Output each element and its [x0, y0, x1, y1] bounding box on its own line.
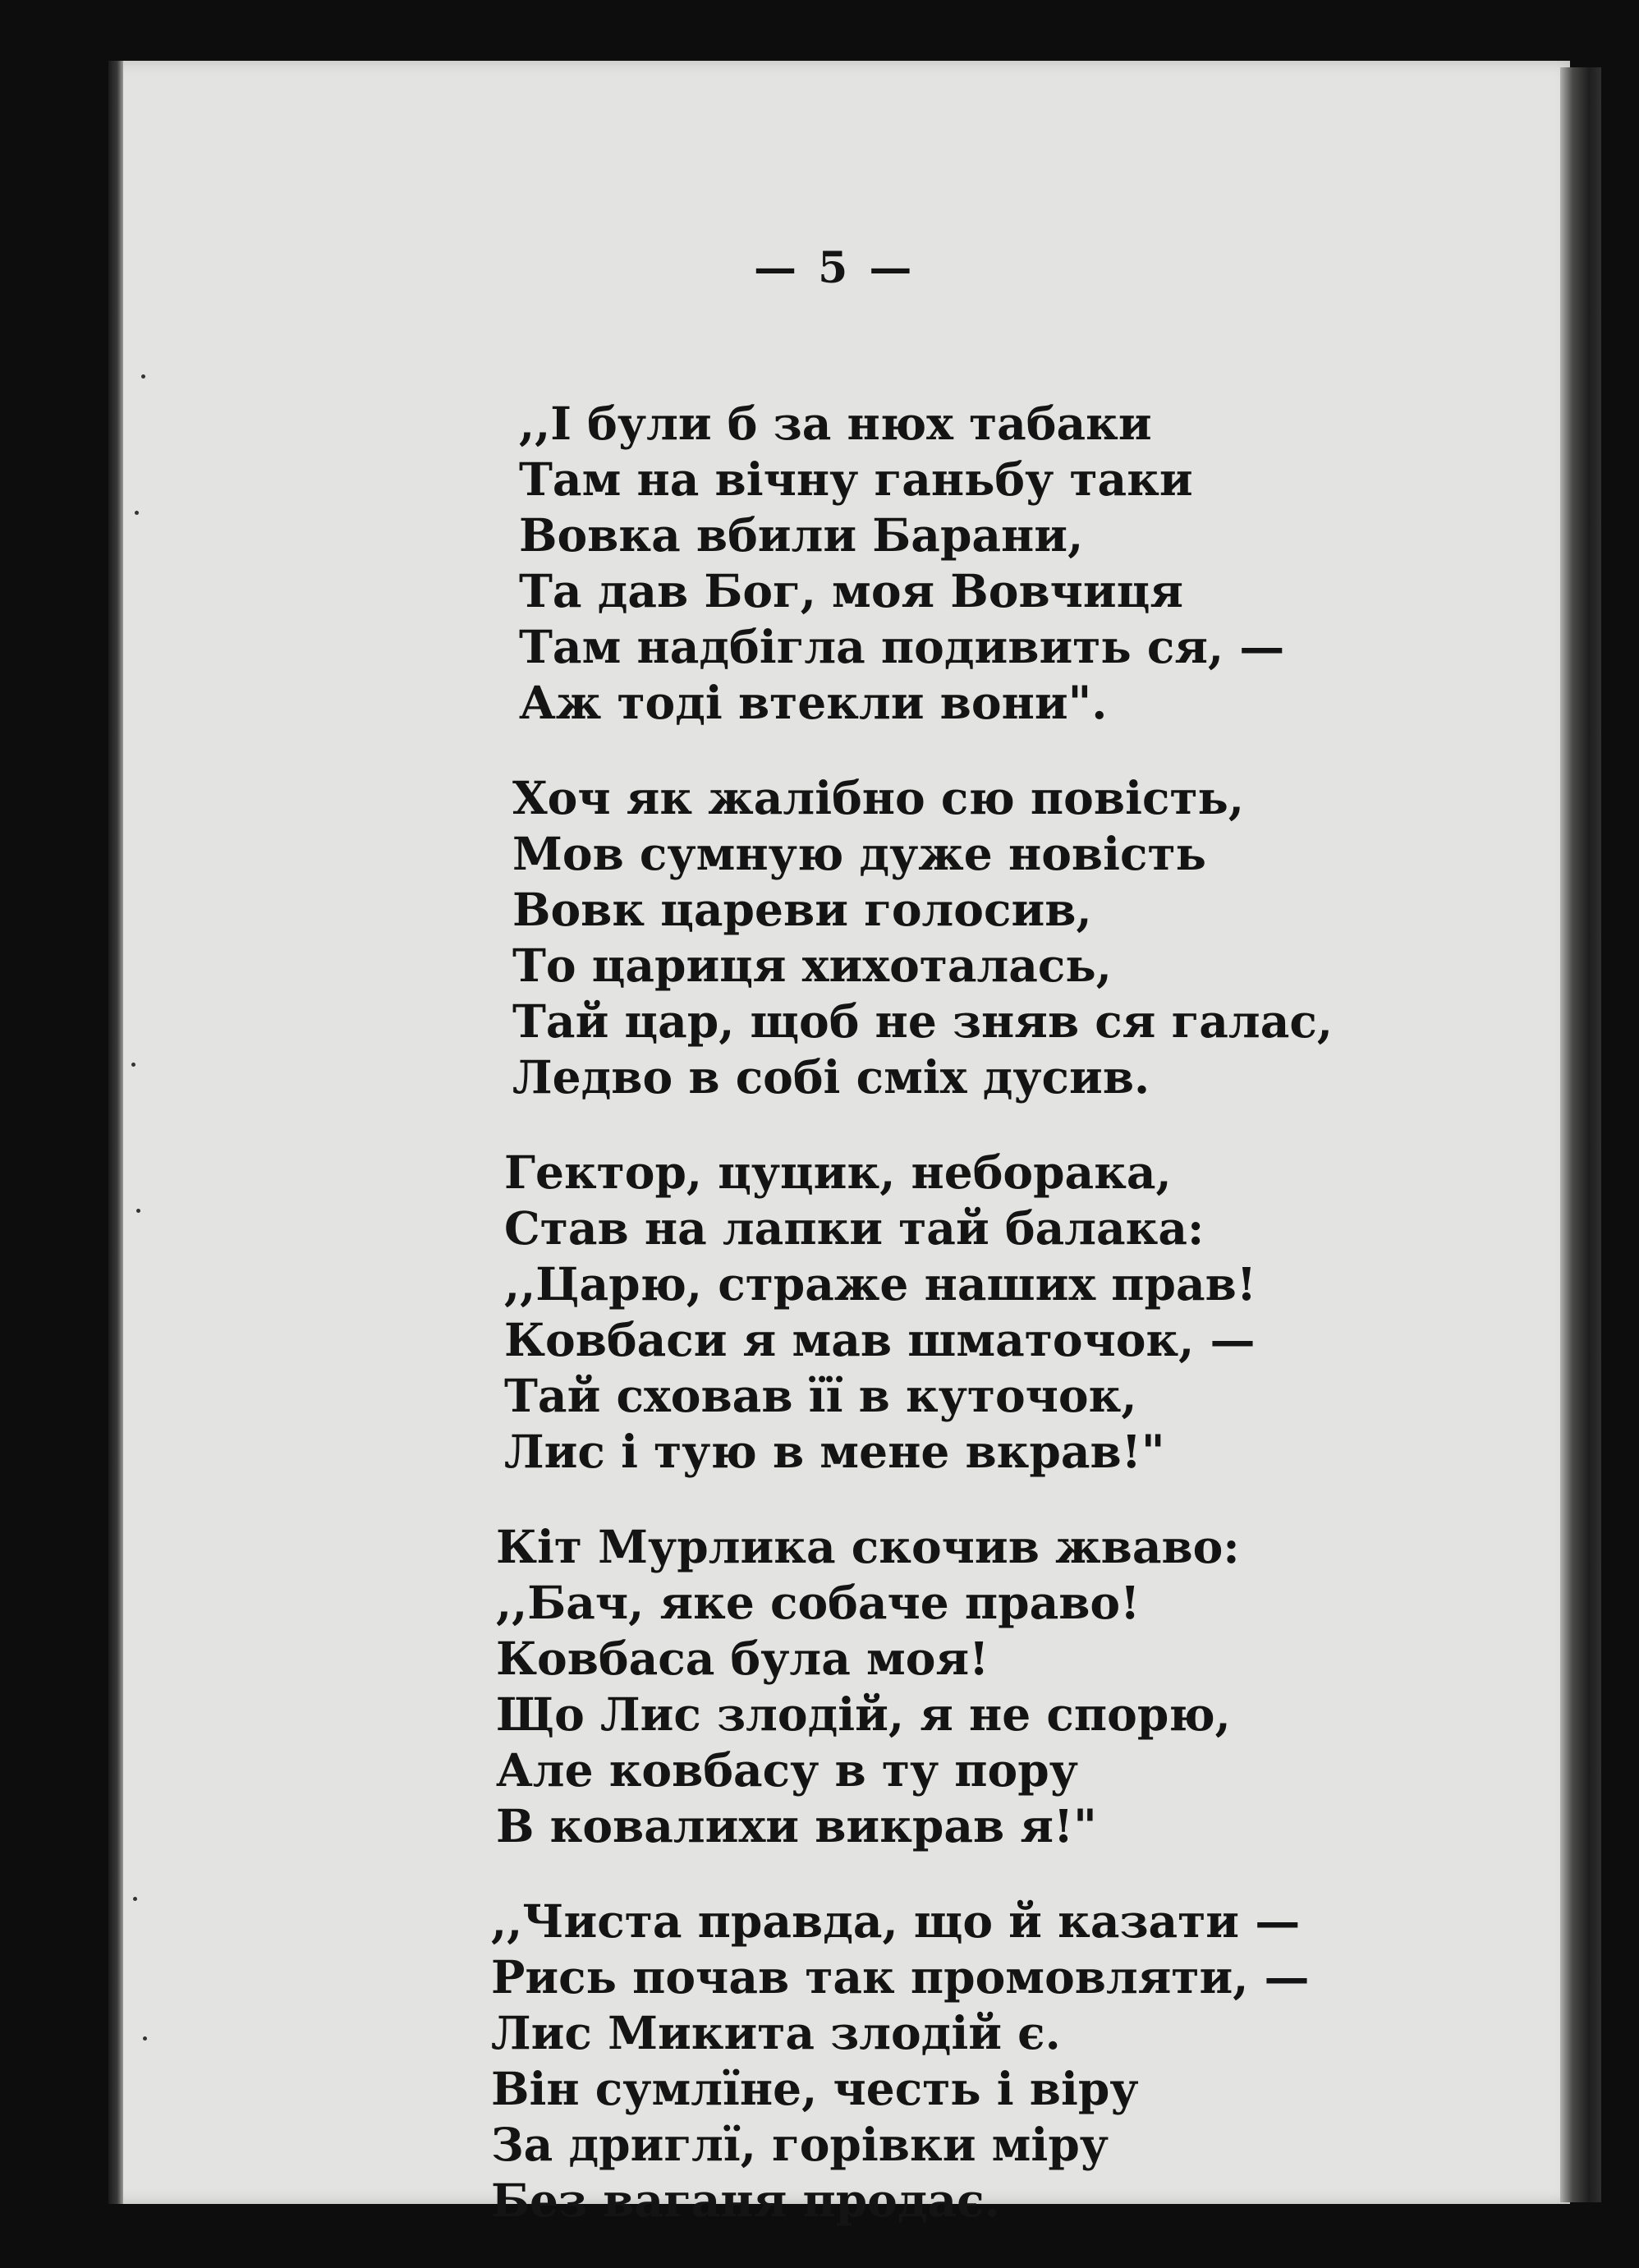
poem-line: За дриглї, горівки міру — [491, 2118, 1109, 2171]
stanza-2 — [512, 770, 1333, 1105]
poem-line: Рись почав так промовляти, — — [491, 1950, 1310, 2004]
poem-line: Там на вічну ганьбу таки — [519, 452, 1193, 506]
poem-line: Став на лапки тай балака: — [504, 1201, 1205, 1255]
page-number: — 5 — — [754, 243, 916, 293]
scan-speck — [135, 511, 139, 515]
scanned-page — [108, 61, 1570, 2227]
poem-line: Ковбаса була моя! — [496, 1632, 989, 1685]
poem-line: То цариця хихоталась, — [512, 939, 1112, 992]
poem-line: Хоч як жалібно сю повість, — [512, 771, 1245, 824]
poem-line: В ковалихи викрав я!" — [496, 1799, 1097, 1853]
poem-line: Без ваганя продає. — [491, 2174, 1000, 2227]
scan-speck — [136, 1209, 140, 1213]
scan-speck — [141, 374, 145, 379]
poem-line: Ковбаси я мав шматочок, — — [504, 1313, 1256, 1366]
poem-line: ,,Чиста правда, що й казати — — [491, 1894, 1301, 1948]
poem-line: Лис Микита злодій є. — [491, 2006, 1061, 2059]
poem-line: Тай цар, щоб не зняв ся галас, — [512, 994, 1333, 1048]
poem-line: Він сумлїне, честь і віру — [491, 2062, 1139, 2115]
poem-text — [379, 396, 1333, 2268]
poem-line: Вовка вбили Барани, — [519, 508, 1084, 562]
poem-line: Ледво в собі сміх дусив. — [512, 1050, 1150, 1104]
stanza-1 — [519, 396, 1283, 731]
page-binding-edge — [108, 61, 123, 2204]
poem-line: Кіт Мурлика скочив жваво: — [496, 1520, 1240, 1573]
poem-line: Там надбігла подивить ся, — — [519, 620, 1285, 673]
poem-line: Гектор, цуцик, неборака, — [504, 1145, 1172, 1199]
poem-line: Вовк цареви голосив, — [512, 883, 1092, 936]
poem-line: Мов сумную дуже новість — [512, 827, 1206, 880]
page-right-edge — [1560, 67, 1601, 2202]
poem-line: Тай сховав її в куточок, — [504, 1369, 1137, 1422]
stanza-3 — [504, 1145, 1283, 1480]
poem-line: Лис і тую в мене вкрав!" — [504, 1425, 1165, 1478]
poem-line: Але ковбасу в ту пору — [496, 1743, 1078, 1797]
poem-line: ,,Царю, страже наших прав! — [504, 1257, 1257, 1311]
poem-line: Та дав Бог, моя Вовчиця — [519, 564, 1183, 618]
scan-speck — [143, 2036, 147, 2041]
stanza-5 — [491, 1894, 1310, 2229]
poem-line: ,,І були б за нюх табаки — [519, 397, 1152, 450]
scan-speck — [131, 1063, 135, 1067]
poem-line: ,,Бач, яке собаче право! — [496, 1576, 1141, 1629]
poem-line: Що Лис злодій, я не спорю, — [496, 1687, 1231, 1741]
scan-speck — [133, 1897, 137, 1901]
stanza-4 — [496, 1519, 1283, 1854]
poem-line: Аж тоді втекли вони". — [519, 676, 1108, 729]
